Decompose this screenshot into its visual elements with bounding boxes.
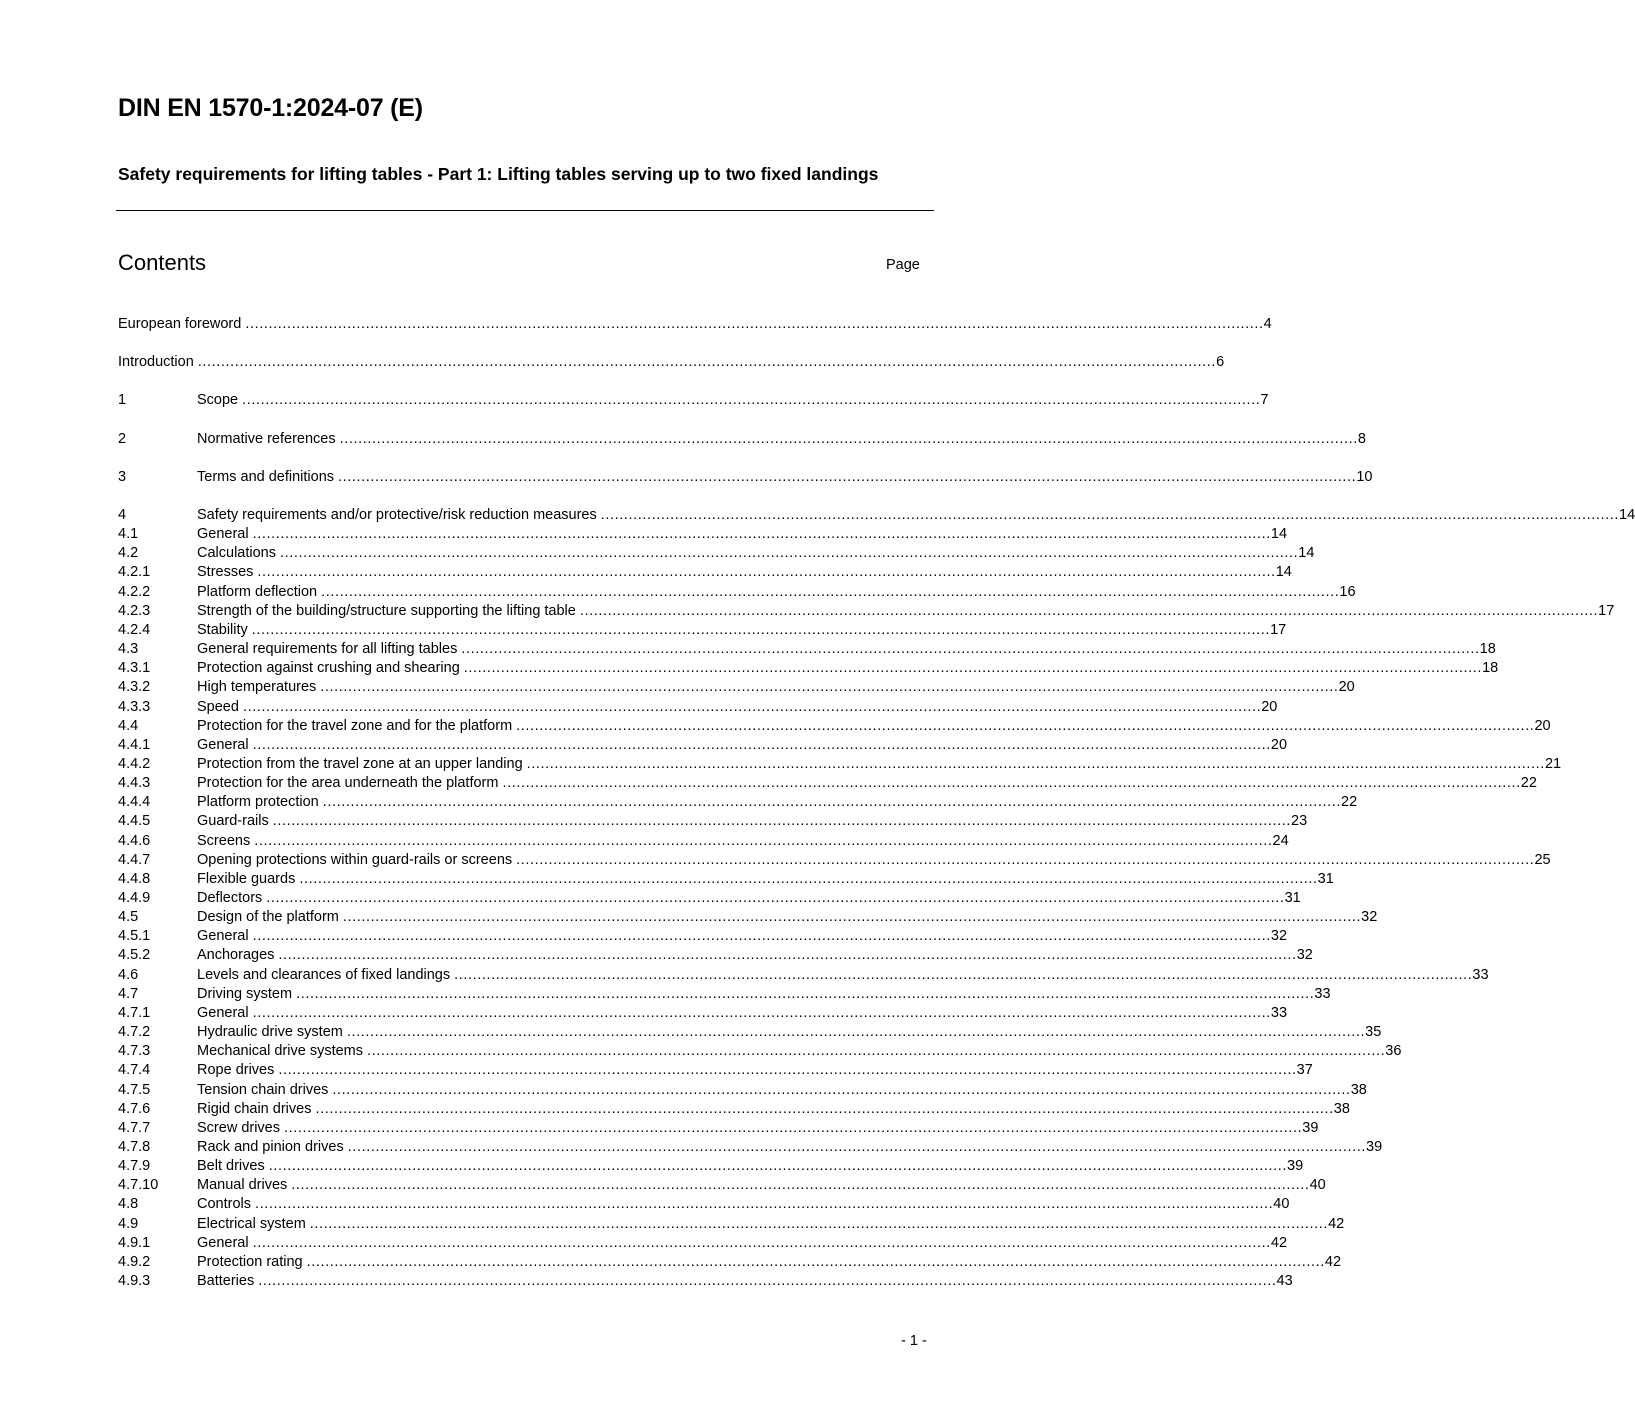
toc-dot-leader: ............................................................................................................................................................................................................................ <box>257 564 1276 581</box>
toc-entry-number: 4.7.10 <box>118 1177 159 1194</box>
toc-entry-title: Flexible guards <box>197 870 296 887</box>
toc-entry[interactable] <box>118 774 1537 793</box>
toc-dot-leader: ............................................................................................................................................................................................................................ <box>197 354 1217 370</box>
toc-entry[interactable] <box>118 678 1355 697</box>
toc-entry-title: Controls <box>197 1196 251 1213</box>
toc-dot-leader: ............................................................................................................................................................................................................................ <box>347 1138 1366 1155</box>
toc-entry-number: 4.4.1 <box>118 736 151 753</box>
toc-entry[interactable] <box>118 1215 1345 1234</box>
contents-heading: Contents <box>118 250 207 275</box>
toc-entry-title: Platform protection <box>197 794 319 811</box>
toc-entry-page: 18 <box>1482 660 1499 677</box>
toc-entry-page: 8 <box>1357 431 1366 447</box>
toc-entry-title: Normative references <box>197 431 336 447</box>
toc-entry-title: Mechanical drive systems <box>197 1043 363 1060</box>
toc-entry-page: 35 <box>1365 1024 1382 1041</box>
toc-entry-title: Strength of the building/structure supporting the lifting table <box>197 602 576 619</box>
toc-entry-number: 4.2.2 <box>118 583 151 600</box>
toc-entry[interactable] <box>118 736 1288 755</box>
toc-entry-number: 4 <box>118 507 127 523</box>
toc-entry-title: Scope <box>197 392 239 408</box>
toc-entry-page: 17 <box>1598 602 1615 619</box>
toc-entry[interactable] <box>118 353 1225 372</box>
toc-entry-number: 4.7.2 <box>118 1024 151 1041</box>
toc-entry-title: Anchorages <box>197 947 275 964</box>
toc-entry-number: 4.4 <box>118 717 139 734</box>
toc-entry-number: 4.1 <box>118 526 139 543</box>
toc-entry[interactable] <box>118 659 1499 678</box>
toc-entry-page: 40 <box>1273 1196 1290 1213</box>
toc-dot-leader: ............................................................................................................................................................................................................................ <box>463 660 1483 677</box>
toc-entry-number: 4.9 <box>118 1215 139 1232</box>
toc-entry-page: 39 <box>1302 1119 1319 1136</box>
toc-dot-leader: ............................................................................................................................................................................................................................ <box>320 679 1339 696</box>
toc-entry-number: 4.7.3 <box>118 1043 151 1060</box>
toc-entry[interactable] <box>118 1195 1290 1214</box>
toc-entry-title: European foreword <box>118 316 242 332</box>
toc-entry-number: 4.7.6 <box>118 1100 151 1117</box>
toc-dot-leader: ............................................................................................................................................................................................................................ <box>306 1253 1325 1270</box>
toc-dot-leader: ............................................................................................................................................................................................................................ <box>600 507 1620 523</box>
toc-entry-number: 4.4.2 <box>118 755 151 772</box>
toc-entry-number: 4.4.5 <box>118 813 151 830</box>
toc-entry-title: General <box>197 736 249 753</box>
toc-entry-title: Screw drives <box>197 1119 280 1136</box>
toc-entry-number: 4.4.7 <box>118 851 151 868</box>
toc-dot-leader: ............................................................................................................................................................................................................................ <box>309 1215 1329 1232</box>
toc-entry-page: 39 <box>1366 1138 1383 1155</box>
toc-dot-leader: ............................................................................................................................................................................................................................ <box>526 755 1545 772</box>
toc-dot-leader: ............................................................................................................................................................................................................................ <box>321 583 1340 600</box>
toc-dot-leader: ............................................................................................................................................................................................................................ <box>346 1024 1366 1041</box>
toc-entry-title: Belt drives <box>197 1158 265 1175</box>
toc-entry-title: General <box>197 928 249 945</box>
toc-dot-leader: ............................................................................................................................................................................................................................ <box>579 602 1599 619</box>
toc-entry-number: 4.5 <box>118 909 139 926</box>
toc-entry-page: 33 <box>1472 966 1489 983</box>
toc-dot-leader: ............................................................................................................................................................................................................................ <box>255 1196 1274 1213</box>
toc-dot-leader: ............................................................................................................................................................................................................................ <box>252 928 1271 945</box>
toc-entry[interactable] <box>118 698 1278 717</box>
toc-entry[interactable] <box>118 755 1562 774</box>
toc-entry-page: 39 <box>1287 1158 1304 1175</box>
toc-entry-number: 4.7.1 <box>118 1004 151 1021</box>
toc-entry-page: 31 <box>1317 870 1334 887</box>
toc-entry[interactable] <box>118 640 1496 659</box>
toc-entry[interactable] <box>118 1234 1288 1253</box>
toc-entry-number: 4.5.2 <box>118 947 151 964</box>
toc-entry-title: Manual drives <box>197 1177 288 1194</box>
toc-entry-title: Safety requirements and/or protective/risk reduction measures <box>197 507 597 523</box>
toc-entry-page: 6 <box>1216 354 1225 370</box>
toc-entry-number: 4.8 <box>118 1196 139 1213</box>
footer-page-number: - 1 - <box>901 1333 927 1349</box>
toc-entry-number: 1 <box>118 392 127 408</box>
toc-entry-page: 33 <box>1270 1004 1288 1021</box>
toc-entry[interactable] <box>118 946 1313 965</box>
toc-entry-page: 42 <box>1270 1234 1288 1251</box>
toc-dot-leader: ............................................................................................................................................................................................................................ <box>245 316 1264 332</box>
toc-dot-leader: ............................................................................................................................................................................................................................ <box>339 431 1358 447</box>
toc-entry[interactable] <box>118 1253 1342 1272</box>
toc-entry-page: 33 <box>1314 985 1331 1002</box>
toc-entry-page: 23 <box>1291 813 1308 830</box>
toc-entry-number: 4.7.7 <box>118 1119 151 1136</box>
toc-entry-number: 4.3.2 <box>118 679 151 696</box>
toc-dot-leader: ............................................................................................................................................................................................................................ <box>252 526 1271 543</box>
toc-dot-leader: ............................................................................................................................................................................................................................ <box>242 698 1262 715</box>
toc-entry[interactable] <box>118 1176 1326 1195</box>
toc-entry-number: 4.2.1 <box>118 564 151 581</box>
toc-dot-leader: ............................................................................................................................................................................................................................ <box>266 890 1285 906</box>
toc-dot-leader: ............................................................................................................................................................................................................................ <box>338 469 1357 485</box>
toc-entry-title: Introduction <box>118 354 194 370</box>
toc-dot-leader: ............................................................................................................................................................................................................................ <box>252 736 1271 753</box>
toc-entry-page: 14 <box>1270 526 1288 543</box>
toc-dot-leader: ............................................................................................................................................................................................................................ <box>252 1004 1271 1021</box>
toc-entry[interactable] <box>118 563 1292 582</box>
toc-entry-number: 4.4.3 <box>118 775 151 792</box>
toc-dot-leader: ............................................................................................................................................................................................................................ <box>516 717 1535 734</box>
toc-dot-leader: ............................................................................................................................................................................................................................ <box>280 545 1299 562</box>
toc-entry[interactable] <box>118 621 1287 640</box>
toc-entry[interactable] <box>118 927 1288 946</box>
toc-entry-title: Protection rating <box>197 1253 303 1270</box>
toc-entry-number: 4.2.3 <box>118 602 151 619</box>
toc-entry[interactable] <box>118 1100 1350 1119</box>
toc-dot-leader: ............................................................................................................................................................................................................................ <box>278 1062 1297 1079</box>
toc-entry-title: General requirements for all lifting tables <box>197 641 458 658</box>
toc-entry-title: Stresses <box>197 564 254 581</box>
toc-entry-number: 4.5.1 <box>118 928 151 945</box>
toc-entry-title: Driving system <box>197 985 293 1002</box>
toc-entry-number: 4.3.3 <box>118 698 151 715</box>
toc-entry-title: Stability <box>197 621 248 638</box>
toc-entry-title: General <box>197 1004 249 1021</box>
toc-dot-leader: ............................................................................................................................................................................................................................ <box>342 909 1362 926</box>
toc-entry-page: 17 <box>1270 621 1287 638</box>
toc-entry-number: 4.7 <box>118 985 139 1002</box>
toc-entry[interactable] <box>118 1272 1293 1291</box>
toc-entry-page: 14 <box>1619 507 1635 523</box>
toc-entry-title: Deflectors <box>197 890 263 906</box>
toc-entry[interactable] <box>118 544 1315 563</box>
toc-entry-number: 4.4.6 <box>118 832 151 849</box>
toc-entry-page: 20 <box>1270 736 1288 753</box>
toc-entry-number: 4.9.1 <box>118 1234 151 1251</box>
toc-dot-leader: ............................................................................................................................................................................................................................ <box>322 794 1341 811</box>
toc-entry-title: Terms and definitions <box>197 469 335 485</box>
toc-entry[interactable] <box>118 870 1334 889</box>
toc-entry-title: Screens <box>197 832 251 849</box>
toc-entry-number: 2 <box>118 431 127 447</box>
toc-entry-page: 20 <box>1261 698 1278 715</box>
toc-entry-page: 10 <box>1356 469 1373 485</box>
toc-dot-leader: ............................................................................................................................................................................................................................ <box>299 870 1318 887</box>
toc-entry-number: 4.3 <box>118 641 139 658</box>
toc-entry-title: Levels and clearances of fixed landings <box>197 966 451 983</box>
toc-entry-title: Protection for the area underneath the platform <box>197 775 499 792</box>
toc-entry-title: Batteries <box>197 1273 255 1289</box>
toc-entry[interactable] <box>118 1081 1367 1100</box>
toc-entry-page: 20 <box>1534 717 1551 734</box>
toc-entry-number: 4.7.8 <box>118 1138 151 1155</box>
toc-entry-title: Speed <box>197 698 239 715</box>
toc-entry-page: 36 <box>1385 1043 1402 1060</box>
toc-entry-page: 7 <box>1260 392 1269 408</box>
toc-entry-page: 24 <box>1272 832 1289 849</box>
toc-entry[interactable] <box>118 889 1301 908</box>
toc-entry-page: 38 <box>1333 1100 1350 1117</box>
toc-entry-title: Tension chain drives <box>197 1081 329 1098</box>
toc-entry[interactable] <box>118 602 1615 621</box>
toc-entry-number: 4.2 <box>118 545 139 562</box>
toc-entry-title: Guard-rails <box>197 813 269 830</box>
toc-entry-number: 4.9.2 <box>118 1253 151 1270</box>
toc-entry[interactable] <box>118 468 1373 487</box>
title-rule <box>116 210 934 211</box>
toc-entry[interactable] <box>118 1157 1304 1176</box>
toc-dot-leader: ............................................................................................................................................................................................................................ <box>254 832 1273 849</box>
toc-entry-number: 4.9.3 <box>118 1273 151 1289</box>
toc-entry-title: Protection for the travel zone and for the platform <box>197 717 513 734</box>
toc-dot-leader: ............................................................................................................................................................................................................................ <box>258 1273 1277 1289</box>
toc-dot-leader: ............................................................................................................................................................................................................................ <box>291 1177 1310 1194</box>
toc-entry-page: 4 <box>1263 316 1272 332</box>
toc-entry-page: 21 <box>1544 755 1562 772</box>
toc-entry-title: Opening protections within guard-rails or screens <box>197 851 513 868</box>
toc-entry[interactable] <box>118 1119 1319 1138</box>
toc-entry-page: 25 <box>1534 851 1551 868</box>
toc-entry-page: 32 <box>1361 909 1378 926</box>
toc-dot-leader: ............................................................................................................................................................................................................................ <box>461 641 1480 658</box>
toc-dot-leader: ............................................................................................................................................................................................................................ <box>332 1081 1351 1098</box>
toc-entry-number: 4.4.8 <box>118 870 151 887</box>
toc-entry-page: 16 <box>1339 583 1356 600</box>
toc-entry-page: 14 <box>1275 564 1292 581</box>
toc-dot-leader: ............................................................................................................................................................................................................................ <box>272 813 1292 830</box>
toc-entry-page: 20 <box>1338 679 1355 696</box>
page-column-label: Page <box>886 257 920 273</box>
toc-dot-leader: ............................................................................................................................................................................................................................ <box>242 392 1261 408</box>
toc-entry-page: 31 <box>1284 890 1301 906</box>
document-title: Safety requirements for lifting tables - Part 1: Lifting tables serving up to two fixed landings <box>118 164 879 184</box>
toc-entry-title: Platform deflection <box>197 583 318 600</box>
toc-entry-page: 32 <box>1270 928 1288 945</box>
toc-entry[interactable] <box>118 908 1378 927</box>
toc-dot-leader: ............................................................................................................................................................................................................................ <box>278 947 1297 964</box>
toc-entry-number: 4.4.4 <box>118 794 151 811</box>
toc-entry-number: 4.6 <box>118 966 139 983</box>
toc-entry-page: 38 <box>1350 1081 1367 1098</box>
toc-entry-number: 3 <box>118 469 127 485</box>
toc-entry-title: Protection from the travel zone at an upper landing <box>197 755 523 772</box>
toc-entry-title: High temperatures <box>197 679 317 696</box>
toc-entry[interactable] <box>118 1023 1382 1042</box>
toc-dot-leader: ............................................................................................................................................................................................................................ <box>367 1043 1386 1060</box>
toc-dot-leader: ............................................................................................................................................................................................................................ <box>502 775 1521 792</box>
toc-entry[interactable] <box>118 793 1358 812</box>
toc-entry-page: 18 <box>1479 641 1496 658</box>
toc-entry[interactable] <box>118 1138 1383 1157</box>
toc-entry-page: 22 <box>1520 775 1537 792</box>
toc-entry[interactable] <box>118 525 1288 544</box>
toc-dot-leader: ............................................................................................................................................................................................................................ <box>296 985 1315 1002</box>
toc-dot-leader: ............................................................................................................................................................................................................................ <box>252 1234 1271 1251</box>
toc-entry-title: General <box>197 1234 249 1251</box>
toc-entry[interactable] <box>118 391 1269 410</box>
toc-dot-leader: ............................................................................................................................................................................................................................ <box>516 851 1535 868</box>
toc-entry-title: Rigid chain drives <box>197 1100 312 1117</box>
toc-entry[interactable] <box>118 966 1489 985</box>
toc-entry-title: General <box>197 526 249 543</box>
toc-entry-number: 4.7.5 <box>118 1081 151 1098</box>
toc-dot-leader: ............................................................................................................................................................................................................................ <box>454 966 1473 983</box>
toc-entry[interactable] <box>118 506 1635 525</box>
toc-entry-number: 4.4.9 <box>118 890 151 906</box>
toc-entry[interactable] <box>118 430 1366 449</box>
toc-dot-leader: ............................................................................................................................................................................................................................ <box>251 621 1271 638</box>
toc-entry-page: 37 <box>1296 1062 1313 1079</box>
toc-entry-number: 4.2.4 <box>118 621 151 638</box>
toc-entry[interactable] <box>118 851 1551 870</box>
toc-entry-title: Rack and pinion drives <box>197 1138 344 1155</box>
toc-dot-leader: ............................................................................................................................................................................................................................ <box>315 1100 1334 1117</box>
toc-entry-page: 14 <box>1298 545 1315 562</box>
toc-entry-title: Protection against crushing and shearing <box>197 660 460 677</box>
toc-entry-page: 22 <box>1341 794 1358 811</box>
toc-entry-title: Electrical system <box>197 1215 306 1232</box>
toc-dot-leader: ............................................................................................................................................................................................................................ <box>284 1119 1303 1136</box>
toc-dot-leader: ............................................................................................................................................................................................................................ <box>268 1158 1287 1175</box>
toc-entry-title: Hydraulic drive system <box>197 1024 343 1041</box>
toc-entry[interactable] <box>118 315 1272 334</box>
toc-entry-page: 43 <box>1276 1273 1293 1289</box>
document-id: DIN EN 1570-1:2024-07 (E) <box>118 94 423 122</box>
toc-entry-page: 40 <box>1309 1177 1326 1194</box>
toc-entry-number: 4.3.1 <box>118 660 151 677</box>
toc-entry[interactable] <box>118 985 1331 1004</box>
toc-entry-page: 32 <box>1296 947 1313 964</box>
toc-entry[interactable] <box>118 1042 1402 1061</box>
toc-entry[interactable] <box>118 1061 1313 1080</box>
toc-entry-title: Calculations <box>197 545 276 562</box>
toc-entry-page: 42 <box>1324 1253 1342 1270</box>
toc-entry[interactable] <box>118 717 1551 736</box>
toc-entry-title: Design of the platform <box>197 909 339 926</box>
toc-entry-number: 4.7.9 <box>118 1158 151 1175</box>
toc-entry[interactable] <box>118 1004 1288 1023</box>
toc-entry-title: Rope drives <box>197 1062 275 1079</box>
toc-entry-number: 4.7.4 <box>118 1062 151 1079</box>
toc-entry-page: 42 <box>1328 1215 1345 1232</box>
toc-entry[interactable] <box>118 583 1356 602</box>
toc-entry[interactable] <box>118 832 1289 851</box>
toc-entry[interactable] <box>118 812 1308 831</box>
